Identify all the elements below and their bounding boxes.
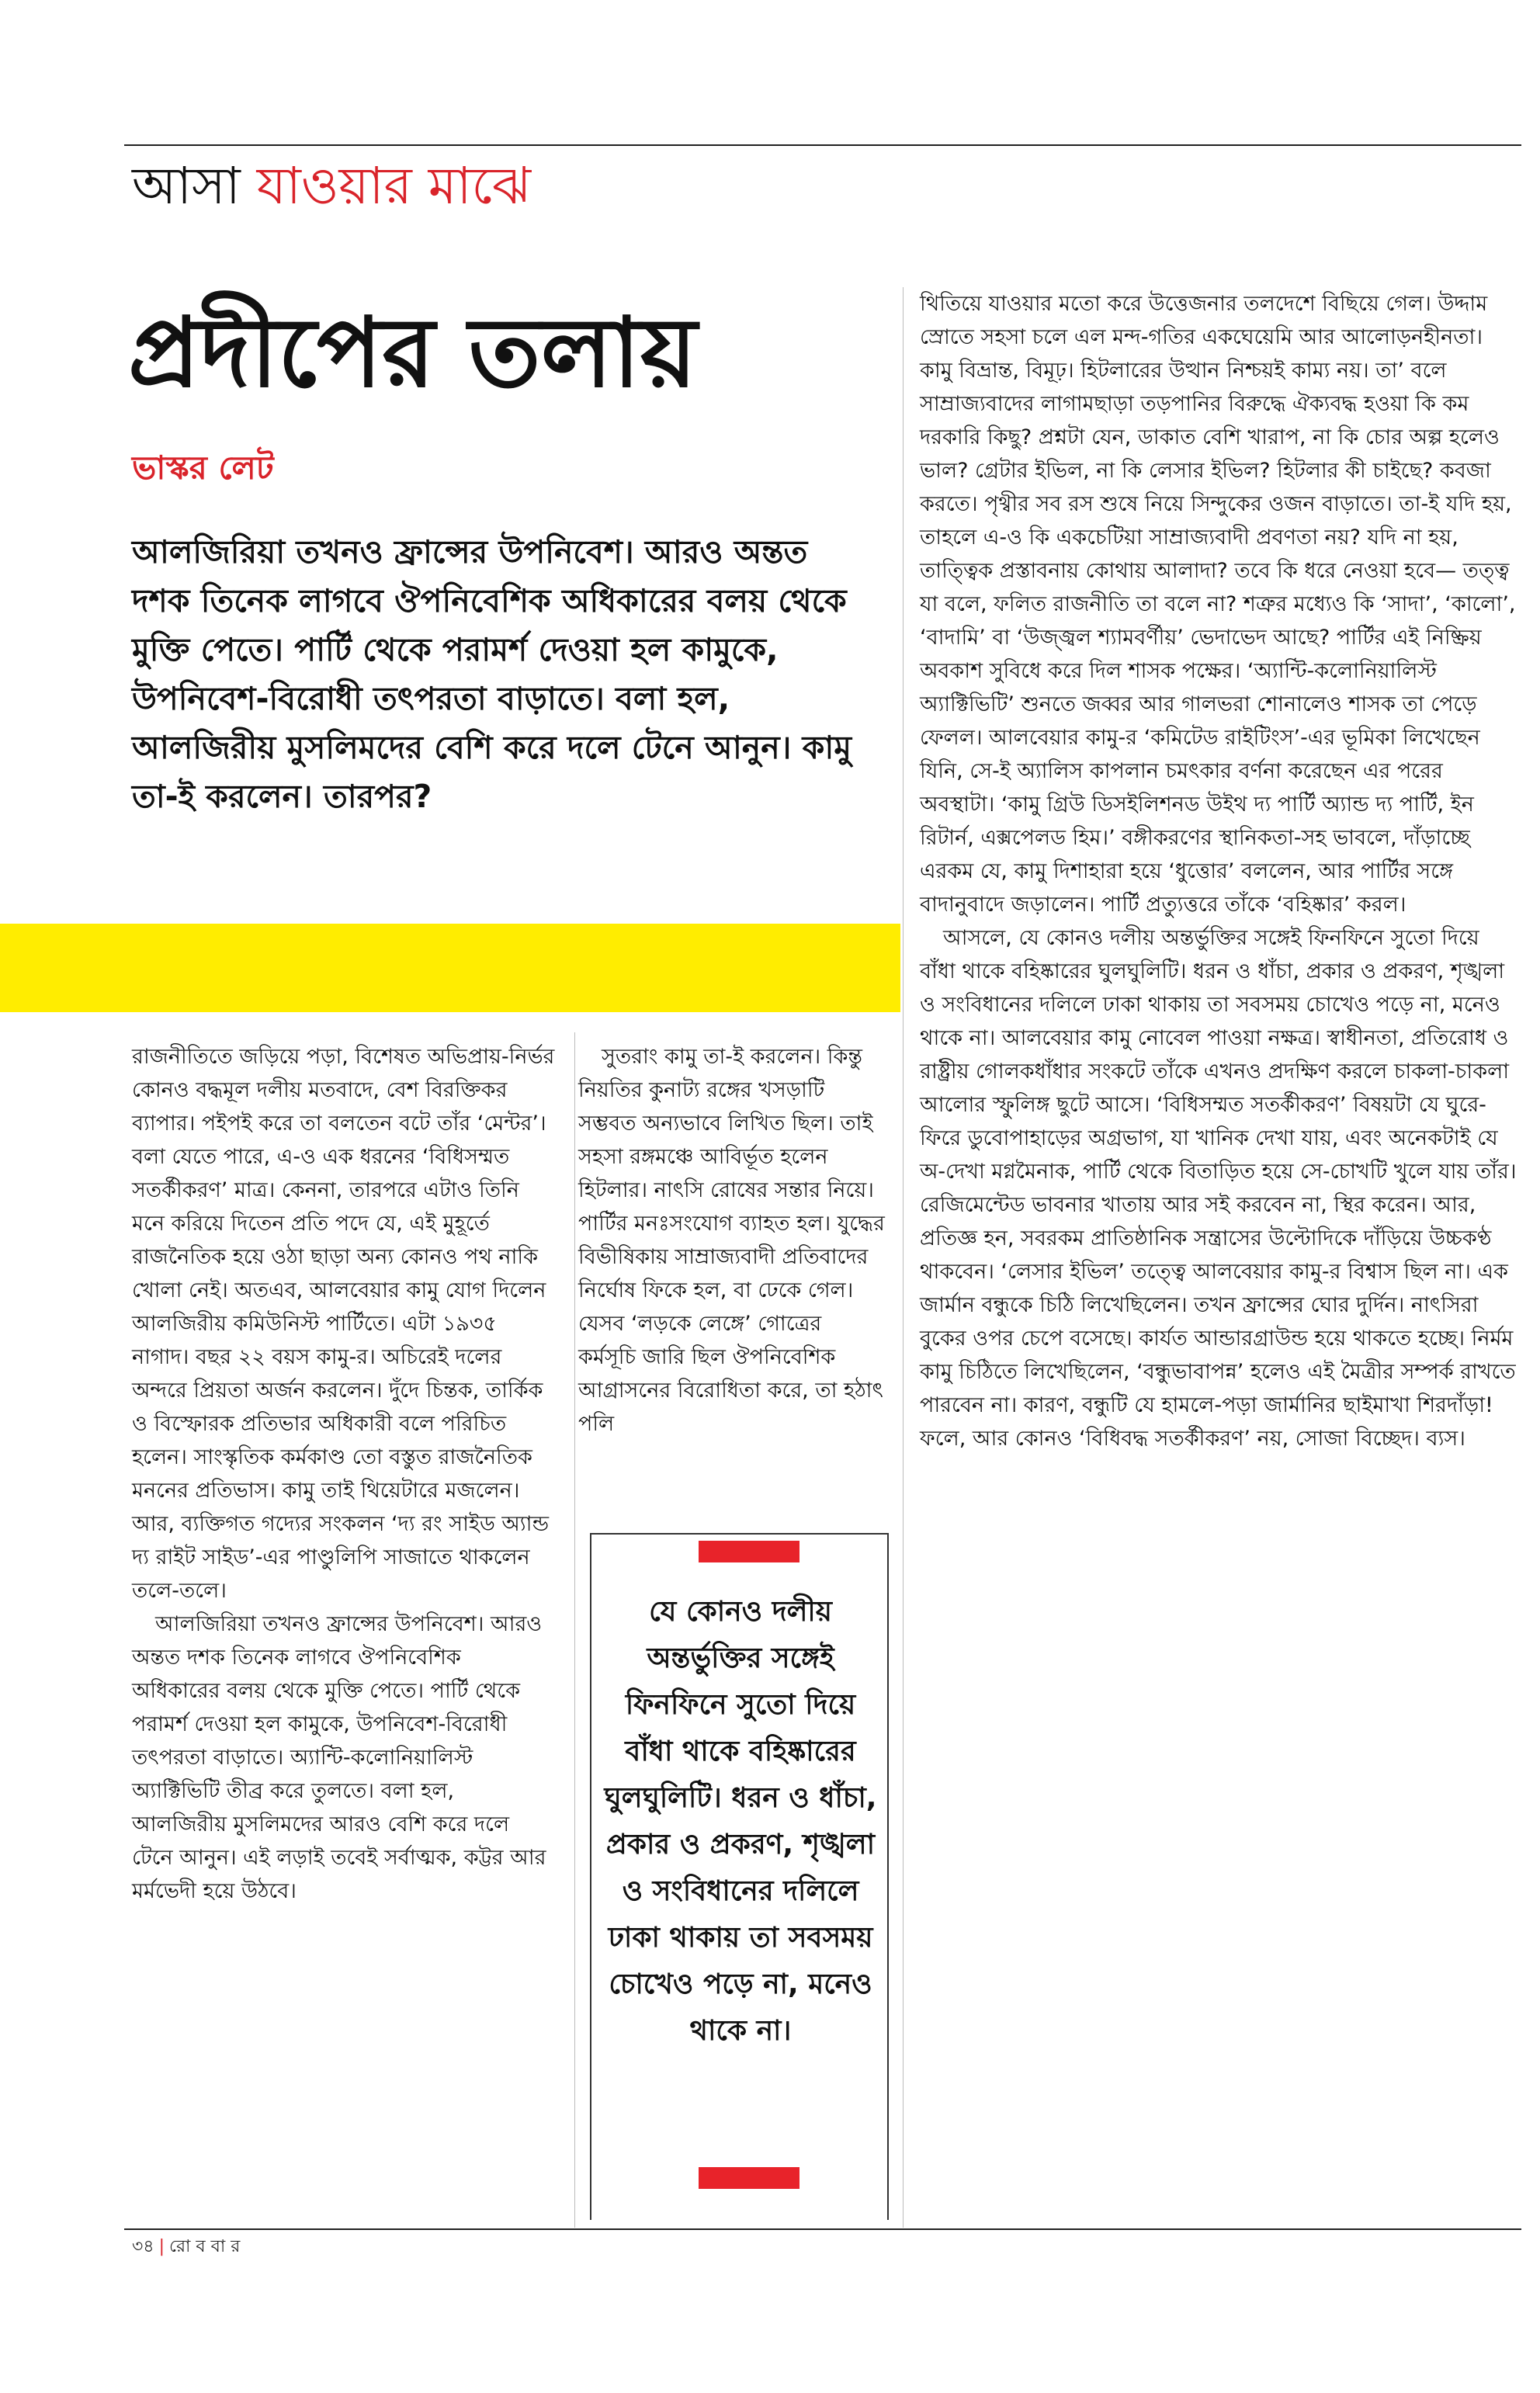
body-paragraph: থিতিয়ে যাওয়ার মতো করে উত্তেজনার তলদেশে বিছিয়ে গেল। উদ্দাম স্রোতে সহসা চলে এল মন্দ-গতির একঘেয়েমি আর আলোড়নহীনতা। কামু বিভ্রান্ত, বিমূঢ়। হিটলারের উত্থান নিশ্চয়ই কাম্য নয়। তা’ বলে সাম্রাজ্যবাদের লাগামছাড়া তড়পানির বিরুদ্ধে ঐক্যবদ্ধ হওয়া কি কম দরকারি কিছু? প্রশ্নটা যেন, ডাকাত বেশি খারাপ, না কি চোর অল্প হলেও ভাল? গ্রেটার ইভিল, না কি লেসার ইভিল? হিটলার কী চাইছে? কবজা করতে। পৃথ্বীর সব রস শুষে নিয়ে সিন্দুকের ওজন বাড়াতে। তা-ই যদি হয়, তাহলে এ-ও কি একচেটিয়া সাম্রাজ্যবাদী প্রবণতা নয়? যদি না হয়, তাত্ত্বিক প্রস্তাবনায় কোথায় আলাদা? তবে কি ধরে নেওয়া হবে— তত্ত্ব যা বলে, ফলিত রাজনীতি তা বলে না? শত্রুর মধ্যেও কি ‘সাদা’, ‘কালো’, ‘বাদামি’ বা ‘উজ্জ্বল শ্যামবর্ণীয়’ ভেদাভেদ আছে? পার্টির এই নিষ্ক্রিয় অবকাশ সুবিধে করে দিল শাসক পক্ষের। ‘অ্যান্টি-কলোনিয়ালিস্ট অ্যাক্টিভিটি’ শুনতে জব্বর আর গালভরা শোনালেও শাসক তা পেড়ে ফেলল। আলবেয়ার কামু-র ‘কমিটেড রাইটিংস’-এর ভূমিকা লিখেছেন যিনি, সে-ই অ্যালিস কাপলান চমৎকার বর্ণনা করেছেন এর পরের অবস্থাটা। ‘কামু গ্রিউ ডিসইলিশনড উইথ দ্য পার্টি অ্যান্ড দ্য পার্টি, ইন রিটার্ন, এক্সপেলড হিম।’ বঙ্গীকরণের স্থানিকতা-সহ ভাবলে, দাঁড়াচ্ছে এরকম যে, কামু দিশাহারা হয়ে ‘ধুত্তোর’ বললেন, আর পার্টির সঙ্গে বাদানুবাদে জড়ালেন। পার্টি প্রত্যুত্তরে তাঁকে ‘বহিষ্কার’ করল। [920,292,1516,917]
text-column-3 [920,287,1517,1455]
page-footer [132,2235,240,2259]
text-column-1 [132,1040,555,1908]
column-divider [903,287,904,2228]
section-label-black: আসা [132,156,241,216]
pull-quote-bottom-bar [699,2167,799,2189]
column-divider [574,1032,575,2228]
top-rule [124,144,1521,146]
byline: ভাস্কর লেট [132,449,274,487]
text-column-2 [578,1040,885,1441]
section-label-red: যাওয়ার মাঝে [256,156,532,216]
body-paragraph: সুতরাং কামু তা-ই করলেন। কিন্তু নিয়তির কুনাট্য রঙ্গের খসড়াটি সম্ভবত অন্যভাবে লিখিত ছিল। তাই সহসা রঙ্গমঞ্চে আবির্ভূত হলেন হিটলার। নাৎসি রোষের সন্তার নিয়ে। পার্টির মনঃসংযোগ ব্যাহত হল। যুদ্ধের বিভীষিকায় সাম্রাজ্যবাদী প্রতিবাদের নির্ঘোষ ফিকে হল, বা ঢেকে গেল। যেসব ‘লড়কে লেঙ্গে’ গোত্রের কর্মসূচি জারি ছিল ঔপনিবেশিক আগ্রাসনের বিরোধিতা করে, তা হঠাৎ পলি [578,1045,885,1436]
pull-quote-text: যে কোনও দলীয় অন্তর্ভুক্তির সঙ্গেই ফিনফিনে সুতো দিয়ে বাঁধা থাকে বহিষ্কারের ঘুলঘুলিটি। ধরন ও ধাঁচা, প্রকার ও প্রকরণ, শৃঙ্খলা ও সংবিধানের দলিলে ঢাকা থাকায় তা সবসময় চোখেও পড়ে না, মনেও থাকে না। [604,1596,877,2047]
publication-name: রো ব বা র [169,2237,241,2256]
section-header [132,155,531,217]
body-paragraph: আলজিরিয়া তখনও ফ্রান্সের উপনিবেশ। আরও অন্তত দশক তিনেক লাগবে ঔপনিবেশিক অধিকারের বলয় থেকে মুক্তি পেতে। পার্টি থেকে পরামর্শ দেওয়া হল কামুকে, উপনিবেশ-বিরোধী তৎপরতা বাড়াতে। অ্যান্টি-কলোনিয়ালিস্ট অ্যাক্টিভিটি তীব্র করে তুলতে। বলা হল, আলজিরীয় মুসলিমদের আরও বেশি করে দলে টেনে আনুন। এই লড়াই তবেই সর্বাত্মক, কট্টর আর মর্মভেদী হয়ে উঠবে। [132,1612,546,1903]
pull-quote-box [590,1533,889,2220]
yellow-band [0,924,900,1012]
body-paragraph: রাজনীতিতে জড়িয়ে পড়া, বিশেষত অভিপ্রায়-নির্ভর কোনও বদ্ধমূল দলীয় মতবাদে, বেশ বিরক্তিকর ব্যাপার। পইপই করে তা বলতেন বটে তাঁর ‘মেন্টর’। বলা যেতে পারে, এ-ও এক ধরনের ‘বিধিসম্মত সতর্কীকরণ’ মাত্র। কেননা, তারপরে এটাও তিনি মনে করিয়ে দিতেন প্রতি পদে যে, এই মুহূর্তে রাজনৈতিক হয়ে ওঠা ছাড়া অন্য কোনও পথ নাকি খোলা নেই। অতএব, আলবেয়ার কামু যোগ দিলেন আলজিরীয় কমিউনিস্ট পার্টিতে। এটা ১৯৩৫ নাগাদ। বছর ২২ বয়স কামু-র। অচিরেই দলের অন্দরে প্রিয়তা অর্জন করলেন। দুঁদে চিন্তক, তার্কিক ও বিস্ফোরক প্রতিভার অধিকারী বলে পরিচিত হলেন। সাংস্কৃতিক কর্মকাণ্ড তো বস্তুত রাজনৈতিক মননের প্রতিভাস। কামু তাই থিয়েটারে মজলেন। আর, ব্যক্তিগত গদ্যের সংকলন ‘দ্য রং সাইড অ্যান্ড দ্য রাইট সাইড’-এর পাণ্ডুলিপি সাজাতে থাকলেন তলে-তলে। [132,1045,555,1603]
pull-quote-top-bar [699,1541,799,1562]
bottom-rule [124,2228,1521,2230]
body-paragraph: আসলে, যে কোনও দলীয় অন্তর্ভুক্তির সঙ্গেই ফিনফিনে সুতো দিয়ে বাঁধা থাকে বহিষ্কারের ঘুলঘুলিটি। ধরন ও ধাঁচা, প্রকার ও প্রকরণ, শৃঙ্খলা ও সংবিধানের দলিলে ঢাকা থাকায় তা সবসময় চোখেও পড়ে না, মনেও থাকে না। আলবেয়ার কামু নোবেল পাওয়া নক্ষত্র। স্বাধীনতা, প্রতিরোধ ও রাষ্ট্রীয় গোলকধাঁধার সংকটে তাঁকে এখনও প্রদক্ষিণ করলে চাকলা-চাকলা আলোর স্ফুলিঙ্গ ছুটে আসে। ‘বিধিসম্মত সতর্কীকরণ’ বিষয়টা যে ঘুরে-ফিরে ডুবোপাহাড়ের অগ্রভাগ, যা খানিক দেখা যায়, এবং অনেকটাই যে অ-দেখা মগ্নমৈনাক, পার্টি থেকে বিতাড়িত হয়ে সে-চোখটি খুলে যায় তাঁর। রেজিমেন্টেড ভাবনার খাতায় আর সই করবেন না, স্থির করেন। আর, প্রতিজ্ঞ হন, সবরকম প্রাতিষ্ঠানিক সন্ত্রাসের উল্টোদিকে দাঁড়িয়ে উচ্চকণ্ঠ থাকবেন। ‘লেসার ইভিল’ তত্ত্বে আলবেয়ার কামু-র বিশ্বাস ছিল না। এক জার্মান বন্ধুকে চিঠি লিখেছিলেন। তখন ফ্রান্সের ঘোর দুর্দিন। নাৎসিরা বুকের ওপর চেপে বসেছে। কার্যত আন্ডারগ্রাউন্ড হয়ে থাকতে হচ্ছে। নির্মম কামু চিঠিতে লিখেছিলেন, ‘বন্ধুভাবাপন্ন’ হলেও এই মৈত্রীর সম্পর্ক রাখতে পারবেন না। কারণ, বন্ধুটি যে হামলে-পড়া জার্মানির ছাইমাখা শিরদাঁড়া! ফলে, আর কোনও ‘বিধিবদ্ধ সতর্কীকরণ’ নয়, সোজা বিচ্ছেদ। ব্যস। [920,926,1517,1451]
headline: প্রদীপের তলায় [128,297,697,409]
footer-separator: | [158,2237,165,2256]
intro-paragraph: আলজিরিয়া তখনও ফ্রান্সের উপনিবেশ। আরও অন্তত দশক তিনেক লাগবে ঔপনিবেশিক অধিকারের বলয় থেকে মুক্তি পেতে। পার্টি থেকে পরামর্শ দেওয়া হল কামুকে, উপনিবেশ-বিরোধী তৎপরতা বাড়াতে। বলা হল, আলজিরীয় মুসলিমদের বেশি করে দলে টেনে আনুন। কামু তা-ই করলেন। তারপর? [132,533,852,815]
page-number: ৩৪ [132,2237,154,2256]
